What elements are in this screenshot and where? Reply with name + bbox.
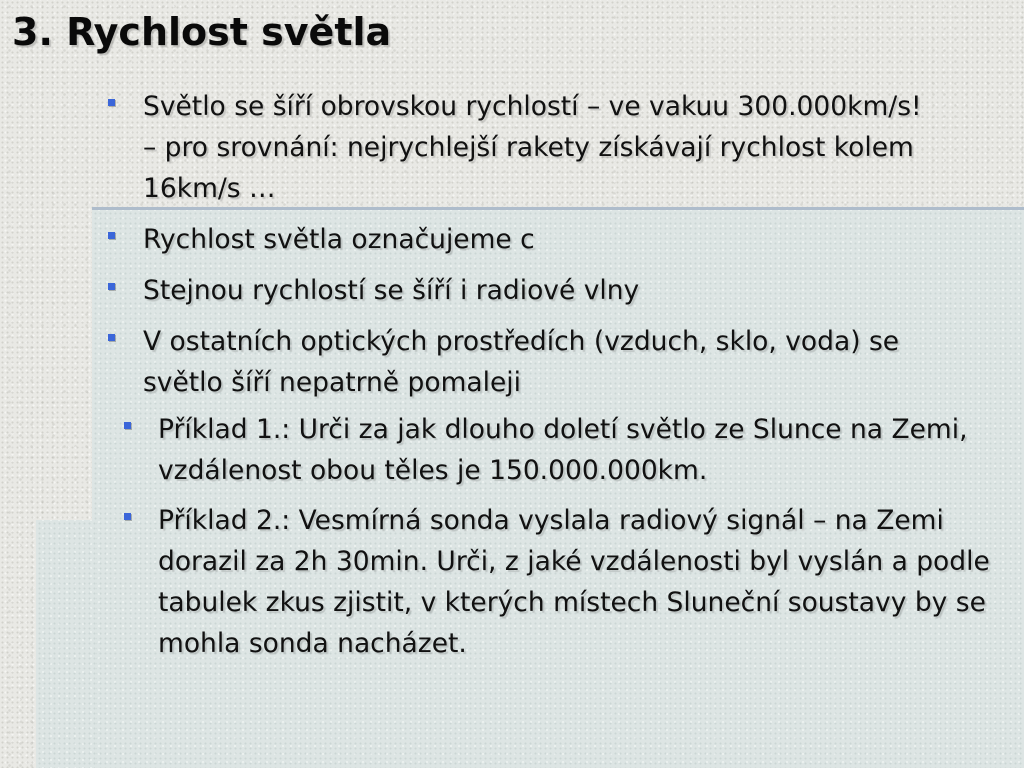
bullet-text: Stejnou rychlostí se šíří i radiové vlny (143, 275, 640, 306)
bullet-item (143, 86, 943, 209)
example-text: Příklad 1.: Urči za jak dlouho doletí světlo ze Slunce na Zemi, vzdálenost obou těles je 150.000.000km. (158, 414, 968, 486)
square-bullet-icon (108, 283, 115, 290)
square-bullet-icon (124, 513, 131, 520)
content-panel-background-lower (36, 520, 96, 768)
bullet-list (143, 86, 943, 413)
square-bullet-icon (108, 99, 115, 106)
bullet-item (143, 219, 943, 260)
bullet-item (143, 270, 943, 311)
example-list (158, 409, 998, 673)
bullet-text: V ostatních optických prostředích (vzduch, sklo, voda) se světlo šíří nepatrně pomaleji (143, 326, 900, 398)
square-bullet-icon (108, 232, 115, 239)
example-text: Příklad 2.: Vesmírná sonda vyslala radiový signál – na Zemi dorazil za 2h 30min. Urči, z jaké vzdálenosti byl vyslán a podle tabulek zkus zjistit, v kterých místech Sluneční soustavy by se mohla sonda nacházet. (158, 505, 990, 659)
square-bullet-icon (108, 334, 115, 341)
slide-title: 3. Rychlost světla (12, 10, 392, 54)
example-item (158, 409, 998, 491)
square-bullet-icon (124, 422, 131, 429)
bullet-item (143, 321, 943, 403)
example-item (158, 500, 998, 664)
bullet-text: Světlo se šíří obrovskou rychlostí – ve vakuu 300.000km/s! – pro srovnání: nejrychlejší rakety získávají rychlost kolem 16km/s … (143, 91, 922, 204)
bullet-text: Rychlost světla označujeme c (143, 224, 535, 255)
